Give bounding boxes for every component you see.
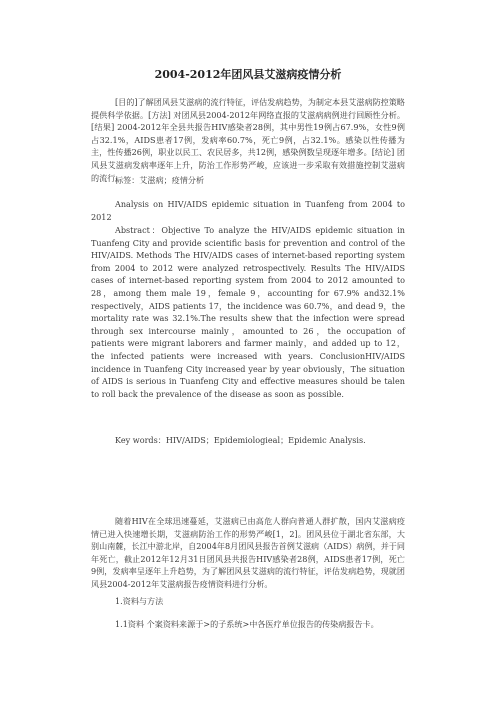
introduction-paragraph: 随着HIV在全球迅速蔓延，艾滋病已由高危人群向普通人群扩散，国内艾滋病疫情已进入快速增长期，艾滋病防治工作的形势严峻[1，2]。团风县位于湖北省东部，大别山南麓，长江中游北岸，自2004年8月团风县报告首例艾滋病（AIDS）病例，并于同年死亡，截止2012年12月31日团风县共报告HIV感染者28例，AIDS患者17例，死亡9例，发病率呈逐年上升趋势，为了解团风县艾滋病的流行特征，评估发病趋势，现就团风县2004-2012年艾滋病报告疫情资料进行分析。	[91, 516, 405, 589]
subsection-heading: 1.1资料 个案资料来源于>的子系统>中各医疗单位报告的传染病报告卡。	[115, 619, 379, 629]
paper-title: 2004-2012年团风县艾滋病疫情分析	[154, 68, 342, 81]
english-title: Analysis on HIV/AIDS epidemic situation in Tuanfeng from 2004 to 2012	[91, 199, 405, 222]
english-keywords: Key words：HIV/AIDS；Epidemiologieal；Epidemic Analysis.	[115, 435, 366, 445]
english-abstract: Abstract：Objective To analyze the HIV/AIDS epidemic situation in Tuanfeng City and provide scientific basis for prevention and control of the HIV/AIDS. Methods The HIV/AIDS cases of internet-based reporting system from 2004 to 2012 were analyzed retrospectively. Results The HIV/AIDS cases of internet-based reporting system from 2004 to 2012 amounted to 28，among them male 19，female 9，accounting for 67.9% and32.1% respectively，AIDS patients 17，the incidence was 60.7%，and dead 9，the mortality rate was 32.1%.The results shew that the infection were spread through sex intercourse mainly，amounted to 26，the occupation of patients were migrant laborers and farmer mainly，and added up to 12，the infected patients were increased with years. ConclusionHIV/AIDS incidence in Tuanfeng City increased year by year obviously，The situation of AIDS is serious in Tuanfeng City and effective measures should be talen to roll back the prevalence of the disease as soon as possible.	[91, 225, 405, 399]
section-heading: 1.资料与方法	[115, 596, 164, 606]
chinese-keywords: 标签：艾滋病；疫情分析	[115, 175, 205, 185]
chinese-abstract: [目的]了解团风县艾滋病的流行特征，评估发病趋势，为制定本县艾滋病防控策略提供科学依据。[方法] 对团风县2004-2012年网络直报的艾滋病病例进行回顾性分析。[结果] 2004-2012年全县共报告HIV感染者28例，其中男性19例占67.9%，女性9例占32.1%，AIDS患者17例，发病率60.7%，死亡9例，占32.1%。感染以性传播为主，性传播26例，职业以民工、农民居多，共12例，感染例数呈现逐年增多。[结论] 团风县艾滋病发病率逐年上升，防治工作形势严峻，应该进一步采取有效措施控制艾滋病的流行。	[91, 97, 405, 183]
